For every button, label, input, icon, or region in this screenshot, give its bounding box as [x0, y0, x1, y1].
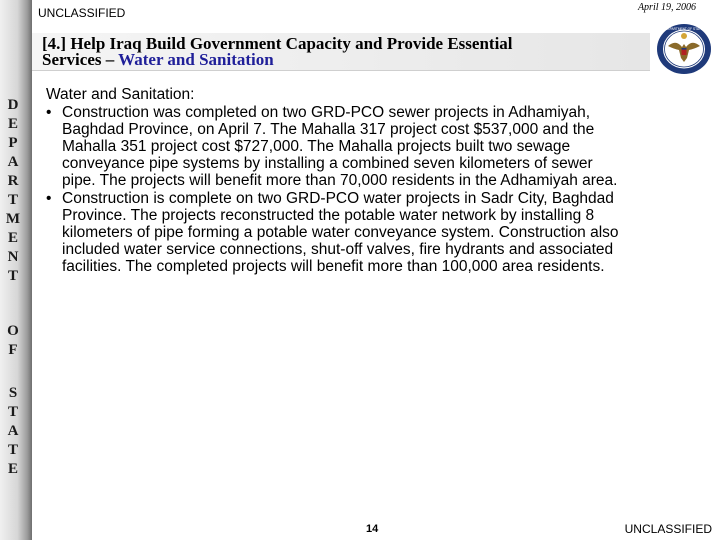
slide-body — [46, 86, 716, 275]
sidebar-letter: T — [7, 404, 18, 420]
sidebar-letter: N — [7, 249, 19, 265]
bullet-line: Baghdad Province, on April 7. The Mahalla 317 project cost $537,000 and the — [62, 121, 595, 138]
sidebar-letter: T — [7, 268, 18, 284]
sidebar-letter: A — [7, 423, 19, 439]
classification-header: UNCLASSIFIED — [38, 6, 126, 20]
bullet-line: Construction is complete on two GRD-PCO water projects in Sadr City, Baghdad — [62, 190, 614, 207]
slide-title-line-2 — [42, 51, 274, 69]
classification-footer: UNCLASSIFIED — [624, 522, 712, 536]
sidebar-letter: P — [8, 135, 18, 151]
bullet-dot-icon: • — [46, 104, 52, 121]
bullet-line: included water service connections, shut-off valves, fire hydrants and associated — [62, 241, 614, 258]
sidebar-letter: R — [7, 173, 19, 189]
department-of-state-sidebar — [0, 0, 32, 540]
sidebar-letter: T — [7, 442, 18, 458]
sidebar-letter: E — [7, 230, 18, 246]
bullet-dot-icon: • — [46, 190, 52, 207]
bullet-line: pipe. The projects will benefit more than 70,000 residents in the Adhamiyah area. — [62, 172, 618, 189]
slide-title-prefix: Services – — [42, 50, 119, 69]
sidebar-letter: E — [7, 116, 18, 132]
sidebar-letter: S — [8, 385, 18, 401]
bullet-line: facilities. The completed projects will benefit more than 100,000 area residents. — [62, 258, 605, 275]
seal-icon — [654, 22, 714, 76]
sidebar-letter: E — [7, 461, 18, 477]
bullet-line: conveyance pipe systems by installing a combined seven kilometers of sewer — [62, 155, 593, 172]
slide-title-topic: Water and Sanitation — [118, 50, 274, 69]
slide-title-line-1: [4.] Help Iraq Build Government Capacity and Provide Essential — [42, 34, 513, 53]
bullet-line: kilometers of pipe forming a potable water conveyance system. Construction also — [62, 224, 619, 241]
sidebar-letter: T — [7, 192, 18, 208]
sidebar-letter: D — [7, 97, 19, 113]
section-heading: Water and Sanitation: — [46, 86, 195, 103]
bullet-line: Province. The projects reconstructed the potable water network by installing 8 — [62, 207, 595, 224]
bullet-line: Mahalla 351 project cost $727,000. The Mahalla projects built two sewage — [62, 138, 571, 155]
sidebar-letter: F — [8, 342, 18, 358]
bullet-line: Construction was completed on two GRD-PCO sewer projects in Adhamiyah, — [62, 104, 591, 121]
bullet-item — [46, 104, 716, 189]
sidebar-letter: O — [7, 323, 19, 339]
page-number: 14 — [366, 523, 379, 535]
sidebar-letter: M — [5, 211, 21, 227]
svg-text:DEPARTMENT OF STATE: DEPARTMENT OF STATE — [665, 27, 703, 31]
document-date: April 19, 2006 — [637, 2, 696, 13]
bullet-item — [46, 190, 716, 275]
sidebar-letter: A — [7, 154, 19, 170]
